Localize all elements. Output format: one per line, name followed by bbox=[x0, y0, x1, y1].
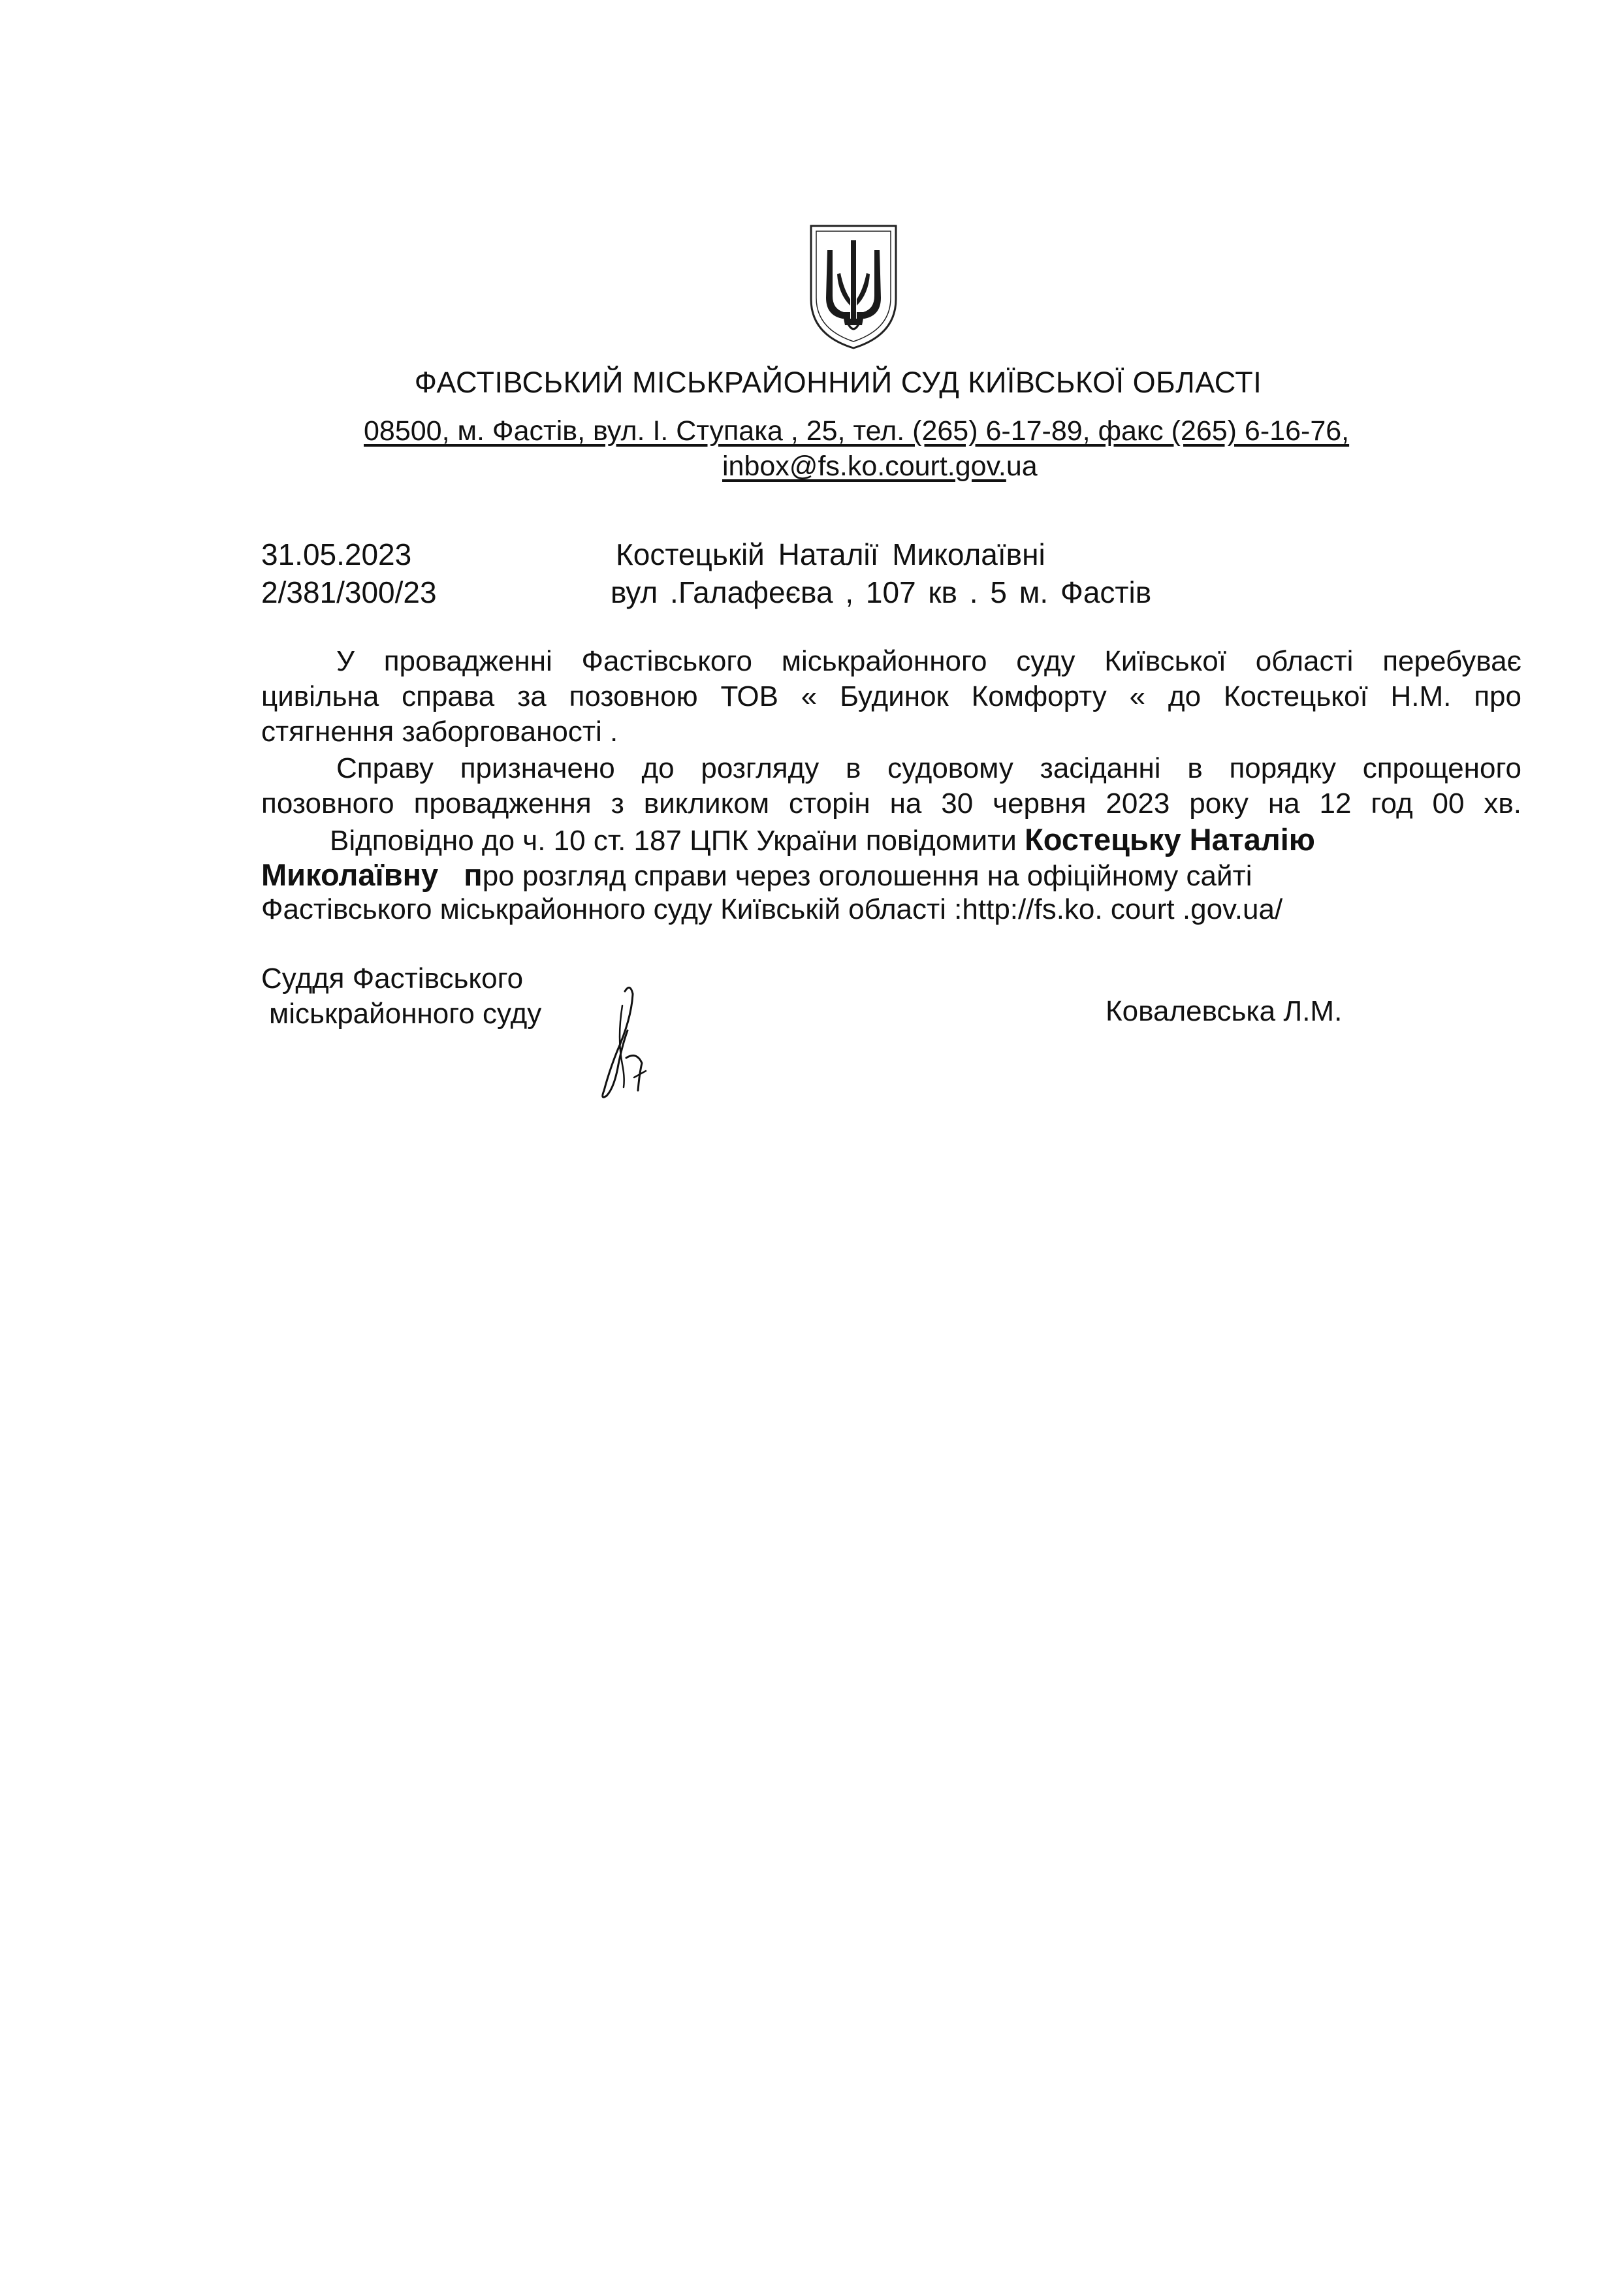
court-email-line bbox=[722, 451, 1038, 483]
trident-coat-of-arms-icon bbox=[804, 221, 902, 351]
paragraph-3-line-2 bbox=[261, 857, 1252, 893]
addressee-address: вул .Галафеєва , 107 кв . 5 м. Фастів bbox=[611, 575, 1152, 609]
paragraph-3-line-1 bbox=[330, 821, 1315, 857]
judge-title-line-1: Суддя Фастівського bbox=[261, 963, 524, 995]
court-email-tail: ua bbox=[1006, 451, 1038, 482]
court-email: inbox@fs.ko.court.gov. bbox=[722, 451, 1006, 482]
paragraph-3-line-3: Фастівського міськрайонного суду Київській області :http://fs.ko. court .gov.ua/ bbox=[261, 893, 1283, 925]
paragraph-2-line-1: Справу призначено до розгляду в судовому засіданні в порядку спрощеного bbox=[336, 752, 1521, 784]
addressee-name: Костецькій Наталії Миколаївні bbox=[616, 537, 1045, 571]
notice-text: Відповідно до ч. 10 ст. 187 ЦПК України повідомити bbox=[330, 825, 1025, 857]
notice-text-continued: ро розгляд справи через оголошення на офіційному сайті bbox=[482, 860, 1252, 892]
paragraph-2-line-2: позовного провадження з викликом сторін на 30 червня 2023 року на 12 год 00 хв. bbox=[261, 788, 1521, 820]
court-address: 08500, м. Фастів, вул. І. Ступака , 25, тел. (265) 6-17-89, факс (265) 6-16-76, bbox=[364, 415, 1350, 447]
bold-letter: п bbox=[438, 857, 483, 892]
defendant-name-bold: Костецьку Наталію bbox=[1025, 822, 1315, 857]
paragraph-1-line-2: цивільна справа за позовною ТОВ « Будинок Комфорту « до Костецької Н.М. про bbox=[261, 680, 1521, 712]
judge-name: Ковалевська Л.М. bbox=[1106, 995, 1343, 1027]
paragraph-1-line-1: У провадженні Фастівського міськрайонного суду Київської області перебуває bbox=[336, 645, 1521, 677]
court-name: ФАСТІВСЬКИЙ МІСЬКРАЙОННИЙ СУД КИЇВСЬКОЇ ОБЛАСТІ bbox=[414, 366, 1262, 399]
defendant-patronymic-bold: Миколаївну bbox=[261, 857, 439, 892]
outgoing-number: 2/381/300/23 bbox=[261, 575, 437, 609]
document-date: 31.05.2023 bbox=[261, 537, 412, 571]
paragraph-1-line-3: стягнення заборгованості . bbox=[261, 716, 618, 748]
handwritten-signature-icon bbox=[584, 980, 663, 1110]
judge-title-line-2: міськрайонного суду bbox=[269, 998, 542, 1030]
